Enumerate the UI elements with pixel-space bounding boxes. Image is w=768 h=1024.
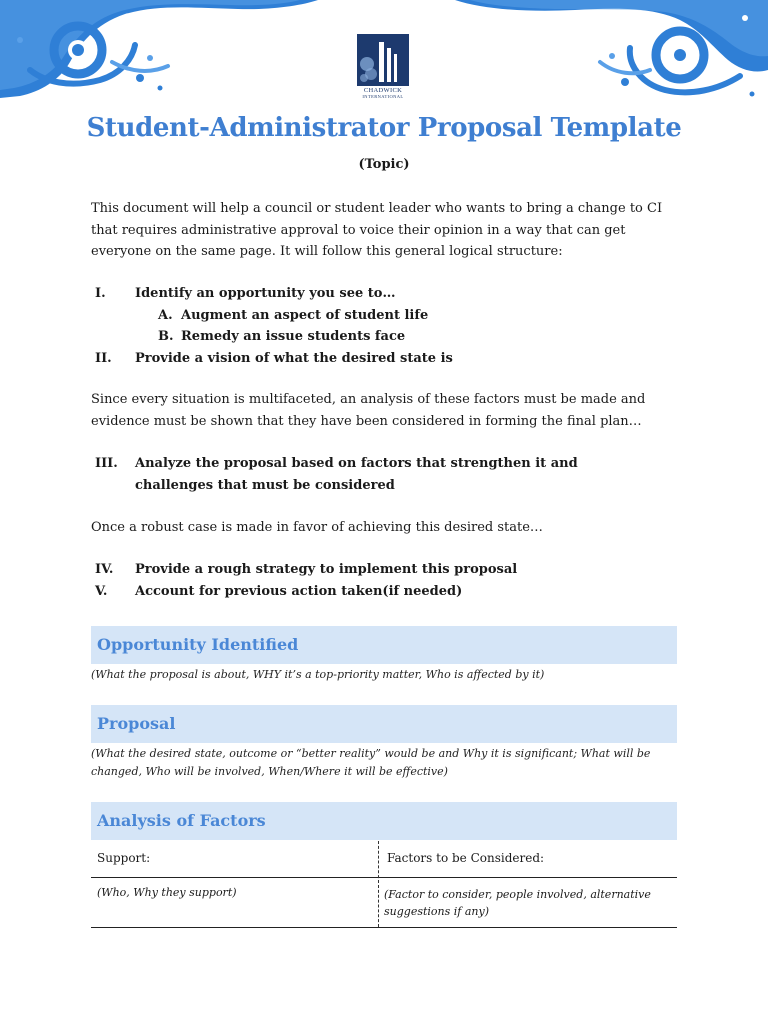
table-header-support: Support: (97, 851, 151, 865)
table-row (91, 878, 677, 928)
list-text: Augment an aspect of student life (181, 307, 429, 323)
factors-table (91, 841, 677, 928)
analysis-paragraph: Since every situation is multifaceted, an analysis of these factors must be made and evidence must be shown that they have been considered in forming the final plan… (91, 392, 646, 429)
list-text: Provide a rough strategy to implement this proposal (135, 562, 518, 577)
structure-list-3 (91, 559, 681, 602)
list-text: Remedy an issue students face (181, 329, 406, 344)
table-header-factors: Factors to be Considered: (387, 851, 545, 865)
list-text: Provide a vision of what the desired state is (135, 350, 453, 366)
list-text: Analyze the proposal based on factors that strengthen it and challenges that must be considered (135, 456, 578, 493)
table-cell-factors: (Factor to consider, people involved, alternative suggestions if any) (384, 888, 651, 918)
table-cell-support: (Who, Why they support) (97, 886, 237, 899)
logo-emblem-icon (357, 34, 409, 86)
topic-label: (Topic) (358, 157, 410, 172)
logo-wordmark: CHADWICK (363, 87, 403, 94)
chadwick-logo (355, 34, 411, 99)
section-heading-analysis: Analysis of Factors (91, 802, 677, 840)
list-number: III. (95, 456, 118, 471)
list-item (91, 581, 681, 603)
structure-list-2 (91, 453, 681, 496)
list-item (91, 326, 681, 348)
page-title: Student-Administrator Proposal Template (86, 113, 682, 143)
list-item (91, 305, 681, 327)
proposal-note: (What the desired state, outcome or “better reality” would be and Why it is significant; What will be changed, Who will be involved, When/Where it will be effective) (91, 747, 651, 778)
list-text: Account for previous action taken(if needed) (135, 583, 463, 599)
list-item (91, 453, 681, 496)
list-number: V. (95, 583, 108, 599)
list-item (91, 559, 681, 581)
list-number: IV. (95, 562, 114, 577)
list-number: A. (158, 307, 173, 323)
list-item (91, 283, 681, 305)
logo-subtitle: INTERNATIONAL (362, 94, 404, 99)
list-number: I. (95, 286, 106, 301)
table-header-row (91, 841, 677, 878)
list-number: B. (158, 329, 174, 344)
strategy-paragraph: Once a robust case is made in favor of achieving this desired state… (91, 520, 543, 535)
list-number: II. (95, 350, 112, 366)
list-item (91, 348, 681, 370)
table-column-divider (378, 841, 379, 927)
list-text: Identify an opportunity you see to… (135, 286, 396, 301)
structure-list-1 (91, 283, 681, 369)
section-heading-proposal: Proposal (91, 705, 677, 743)
intro-paragraph: This document will help a council or student leader who wants to bring a change to CI that requires administrative approval to voice their opinion in a way that can get everyone on the same page. It will follow this general logical structure: (91, 201, 663, 259)
opportunity-note: (What the proposal is about, WHY it’s a top-priority matter, Who is affected by it) (91, 668, 545, 681)
section-heading-opportunity: Opportunity Identified (91, 626, 677, 664)
